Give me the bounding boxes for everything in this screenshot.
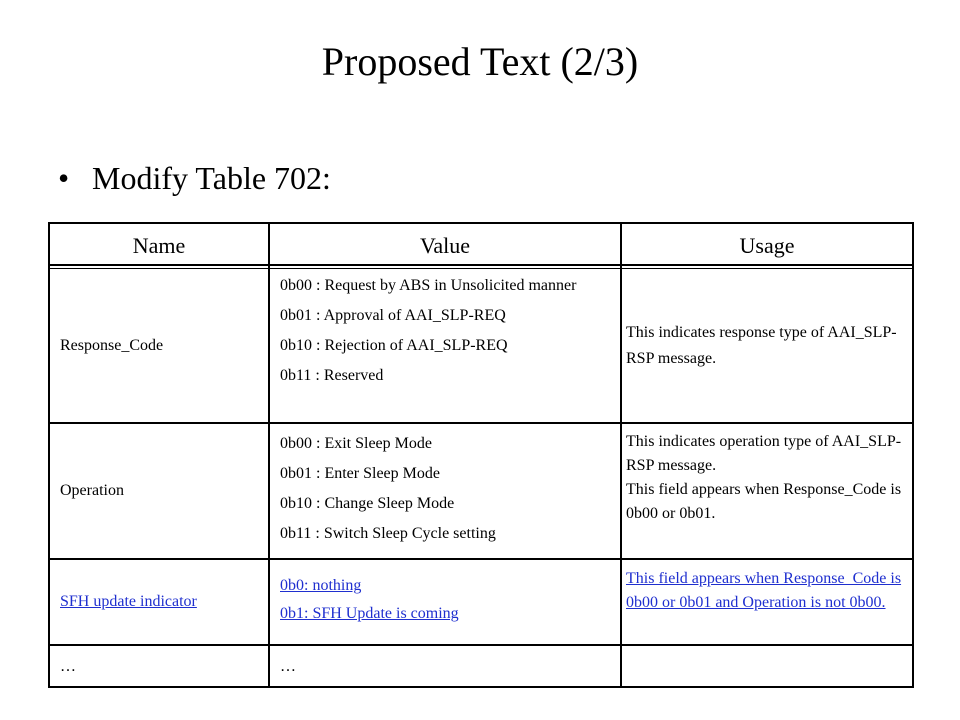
slide-title: Proposed Text (2/3) — [321, 39, 639, 84]
row-response-code-name: Response_Code — [60, 336, 164, 354]
value-line: 0b0: nothing — [280, 577, 362, 594]
row-operation-name: Operation — [60, 482, 124, 499]
value-line: 0b1: SFH Update is coming — [280, 605, 459, 622]
bullet-icon: • — [58, 160, 70, 196]
header-name: Name — [132, 233, 186, 258]
row-sfh-name: SFH update indicator — [60, 593, 197, 610]
bullet-text: Modify Table 702: — [92, 160, 331, 196]
value-line: 0b01 : Enter Sleep Mode — [280, 465, 440, 482]
table-702 — [48, 222, 914, 688]
value-line: 0b01 : Approval of AAI_SLP-REQ — [280, 307, 506, 324]
value-line: 0b00 : Exit Sleep Mode — [280, 435, 432, 452]
row-response-code-usage: This indicates response type of AAI_SLP-RSP message. — [626, 323, 897, 367]
value-line: 0b00 : Request by ABS in Unsolicited manner — [280, 277, 577, 294]
header-usage: Usage — [739, 233, 795, 258]
row-operation-usage: This indicates operation type of AAI_SLP-RSP message. This field appears when Response_Code is 0b00 or 0b01. — [626, 433, 902, 522]
value-line: 0b10 : Rejection of AAI_SLP-REQ — [280, 337, 508, 354]
row-sfh-values — [270, 576, 620, 644]
header-value: Value — [419, 233, 471, 258]
row-sfh-usage: This field appears when Response_Code is 0b00 or 0b01 and Operation is not 0b00. — [626, 570, 902, 611]
bullet-item — [58, 158, 331, 198]
row-ellipsis-value: … — [280, 658, 296, 675]
value-line: 0b10 : Change Sleep Mode — [280, 495, 455, 512]
row-operation-values — [270, 434, 620, 558]
value-line: 0b11 : Reserved — [280, 367, 384, 384]
value-line: 0b11 : Switch Sleep Cycle setting — [280, 525, 496, 542]
row-response-code-values — [270, 276, 620, 422]
row-ellipsis-name: … — [60, 658, 76, 675]
